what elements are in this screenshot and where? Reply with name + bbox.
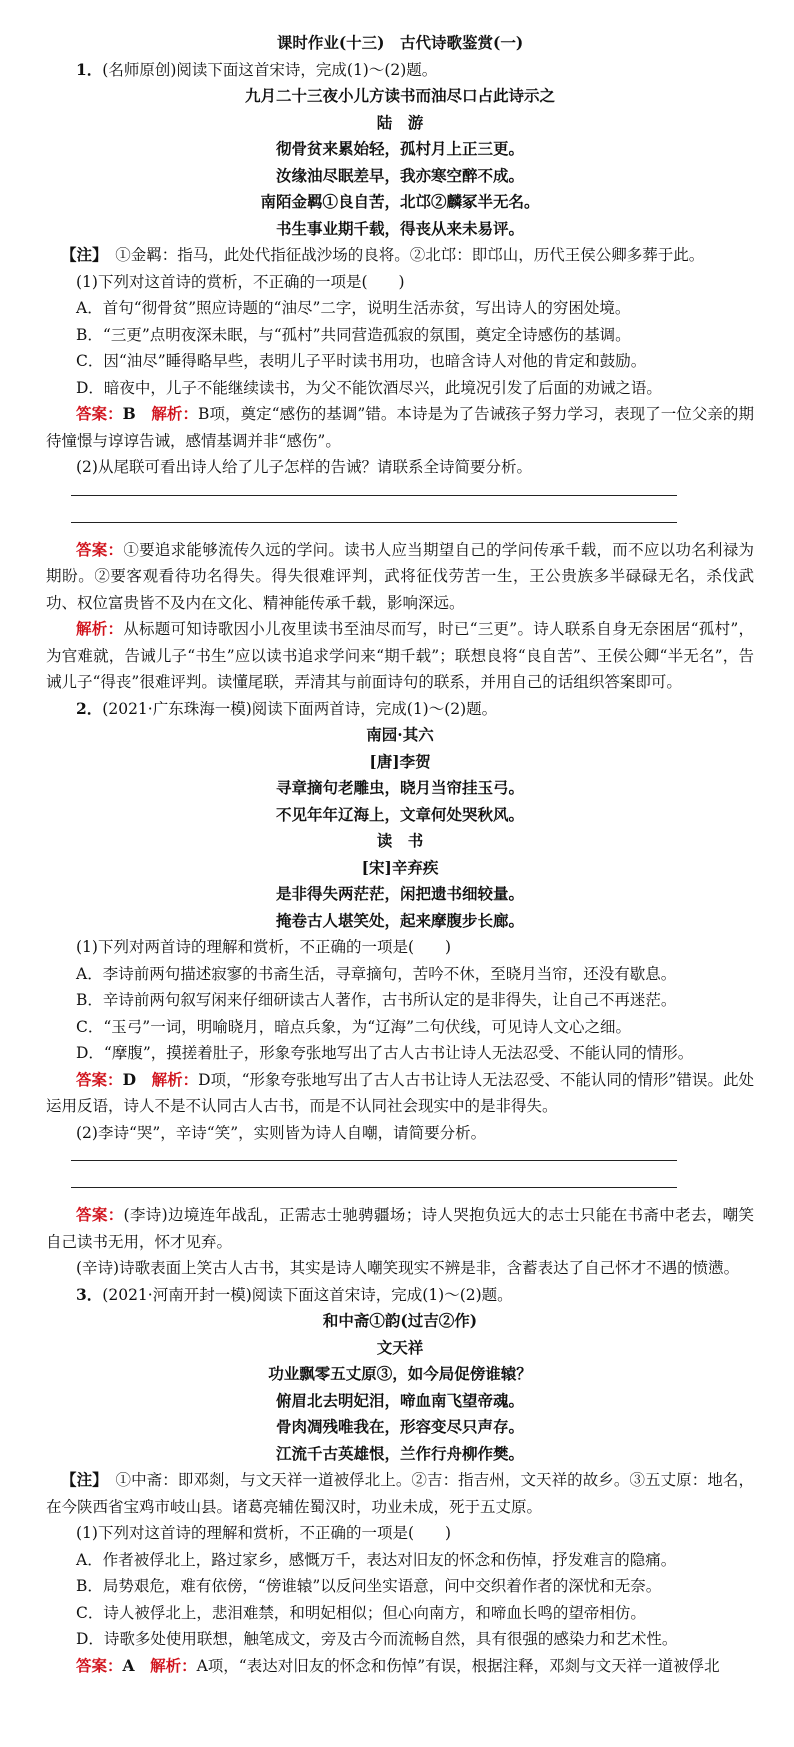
q1-poem-line: 汝缘油尽眠差早，我亦寒空醉不成。 <box>275 165 524 185</box>
q2-option-a: A．李诗前两句描述寂寥的书斋生活，寻章摘句，苦吟不休，至晓月当帘，还没有歇息。 <box>76 964 677 983</box>
q1-poem-title: 九月二十三夜小儿方读书而油尽口占此诗示之 <box>244 86 555 105</box>
q1-sub1: (1)下列对这首诗的赏析，不正确的一项是( ) <box>76 272 405 291</box>
answer-blank-line <box>71 495 677 496</box>
q3-poem-line: 江流千古英雄恨，兰作行舟柳作樊。 <box>275 1443 524 1463</box>
q3-answer1: 答案：A 解析：A项，“表达对旧友的怀念和伤悼”有误，根据注释，邓剡与文天祥一道被俘北 <box>76 1655 720 1675</box>
q1-poem-line: 南陌金羁①良自苦，北邙②麟冢半无名。 <box>260 192 540 211</box>
q3-intro: 3．(2021·河南开封一模)阅读下面这首宋诗，完成(1)～(2)题。 <box>76 1284 513 1304</box>
q2-poems <box>46 722 754 934</box>
q3-poem-line: 功业飘零五丈原③，如今局促傍谁辕？ <box>268 1364 532 1383</box>
q2-option-c: C．“玉弓”一词，明喻晓月，暗点兵象，为“辽海”二句伏线，可见诗人文心之细。 <box>76 1017 632 1036</box>
q3-note: 【注】 ①中斋：即邓剡，与文天祥一道被俘北上。②吉：指吉州，文天祥的故乡。③五丈原：地名，在今陕西省宝鸡市岐山县。诸葛亮辅佐蜀汉时，功业未成，死于五丈原。 <box>46 1470 754 1516</box>
q3-poem-title: 和中斋①韵(过吉②作) <box>322 1311 478 1330</box>
q3-poem <box>46 1308 754 1467</box>
q2-answer1: 答案：D 解析：D项，“形象夸张地写出了古人古书让诗人无法忍受、不能认同的情形”错误。此处运用反语，诗人不是不认同古人古书，而是不认同社会现实中的是非得失。 <box>46 1069 754 1115</box>
q2-poem1-line: 不见年年辽海上，文章何处哭秋风。 <box>275 804 524 824</box>
q3-option-a: A．作者被俘北上，路过家乡，感慨万千，表达对旧友的怀念和伤悼，抒发难言的隐痛。 <box>76 1550 677 1569</box>
q2-answer2: 答案：(李诗)边境连年战乱，正需志士驰骋疆场；诗人哭抱负远大的志士只能在书斋中老去，嘲笑自己读书无用，怀才见弃。 <box>46 1205 754 1251</box>
q2-sub1: (1)下列对两首诗的理解和赏析，不正确的一项是( ) <box>76 938 452 956</box>
q1-poem <box>46 83 754 242</box>
q1-poem-line: 彻骨贫来累始轻，孤村月上正三更。 <box>275 139 524 158</box>
q2-option-d: D．“摩腹”，摸搓着肚子，形象夸张地写出了古人古书让诗人无法忍受、不能认同的情形。 <box>76 1044 694 1062</box>
q1-note: 【注】 ①金羁：指马，此处代指征战沙场的良将。②北邙：即邙山，历代王侯公卿多葬于此。 <box>61 245 705 264</box>
q3-option-b: B．局势艰危，难有依傍，“傍谁辕”以反问坐实语意，问中交织着作者的深忧和无奈。 <box>76 1577 662 1595</box>
q1-poem-author: 陆 游 <box>376 112 424 132</box>
page-title: 课时作业(十三) 古代诗歌鉴赏(一) <box>276 33 524 52</box>
q1-intro: 1．(名师原创)阅读下面这首宋诗，完成(1)～(2)题。 <box>76 59 438 79</box>
q2-poem1-author: [唐]李贺 <box>369 751 431 771</box>
q2-intro: 2．(2021·广东珠海一模)阅读下面两首诗，完成(1)～(2)题。 <box>76 698 498 718</box>
q1-analysis2: 解析：从标题可知诗歌因小儿夜里读书至油尽而写，时已“三更”。诗人联系自身无奈困居“孤村”，为官难就，告诫儿子“书生”应以读书追求学问来“期千载”；联想良将“良自苦”、王侯公卿“半无名”，告诫儿子“得丧”很难评判。读懂尾联，弄清其与前面诗句的联系，并用自己的话组织答案即可。 <box>46 619 754 691</box>
q1-poem-line: 书生事业期千载，得丧从来未易评。 <box>275 218 524 238</box>
q2-poem1-line: 寻章摘句老雕虫，晓月当帘挂玉弓。 <box>275 778 524 797</box>
answer-blank-line <box>71 1160 677 1161</box>
q3-option-c: C．诗人被俘北上，悲泪难禁，和明妃相似；但心向南方，和啼血长鸣的望帝相仿。 <box>76 1603 646 1622</box>
q1-option-b: B．“三更”点明夜深未眠，与“孤村”共同营造孤寂的氛围，奠定全诗感伤的基调。 <box>76 325 631 344</box>
q2-poem2-line: 掩卷古人堪笑处，起来摩腹步长廊。 <box>275 910 524 930</box>
q3-poem-line: 骨肉凋残唯我在，形容变尽只声存。 <box>275 1417 524 1436</box>
q3-poem-line: 俯眉北去明妃泪，啼血南飞望帝魂。 <box>275 1390 524 1410</box>
q3-option-d: D．诗歌多处使用联想，触笔成文，旁及古今而流畅自然，具有很强的感染力和艺术性。 <box>76 1630 678 1648</box>
q2-poem2-line: 是非得失两茫茫，闲把遗书细较量。 <box>275 884 524 903</box>
worksheet-content <box>46 30 754 1679</box>
q3-sub1: (1)下列对这首诗的理解和赏析，不正确的一项是( ) <box>76 1524 452 1542</box>
q3-poem-author: 文天祥 <box>376 1337 424 1357</box>
q2-poem2-title: 读 书 <box>376 831 424 850</box>
q1-answer2: 答案：①要追求能够流传久远的学问。读书人应当期望自己的学问传承千载，而不应以功名利禄为期盼。②要客观看待功名得失。得失很难评判，武将征伐劳苦一生，王公贵族多半碌碌无名，杀伐武功、权位富贵皆不及内在文化、精神能传承千载，影响深远。 <box>46 539 754 612</box>
q2-answer2-b: (辛诗)诗歌表面上笑古人古书，其实是诗人嘲笑现实不辨是非，含蓄表达了自己怀才不遇的愤懑。 <box>76 1259 740 1277</box>
q2-poem1-title: 南园·其六 <box>366 725 434 744</box>
q1-option-d: D．暗夜中，儿子不能继续读书，为父不能饮酒尽兴，此境况引发了后面的劝诫之语。 <box>76 378 662 397</box>
q2-option-b: B．辛诗前两句叙写闲来仔细研读古人著作，古书所认定的是非得失，让自己不再迷茫。 <box>76 991 677 1009</box>
q1-sub2: (2)从尾联可看出诗人给了儿子怎样的告诫？请联系全诗简要分析。 <box>76 458 532 476</box>
q2-poem2-author: [宋]辛弃疾 <box>361 857 439 877</box>
q1-option-a: A．首句“彻骨贫”照应诗题的“油尽”二字，说明生活赤贫，写出诗人的穷困处境。 <box>76 299 631 317</box>
q2-sub2: (2)李诗“哭”，辛诗“笑”，实则皆为诗人自嘲，请简要分析。 <box>76 1123 487 1142</box>
q1-answer1: 答案：B 解析：B项，奠定“感伤的基调”错。本诗是为了告诫孩子努力学习，表现了一位父亲的期待憧憬与谆谆告诫，感情基调并非“感伤”。 <box>46 404 754 450</box>
q1-option-c: C．因“油尽”睡得略早些，表明儿子平时读书用功，也暗含诗人对他的肯定和鼓励。 <box>76 352 647 370</box>
